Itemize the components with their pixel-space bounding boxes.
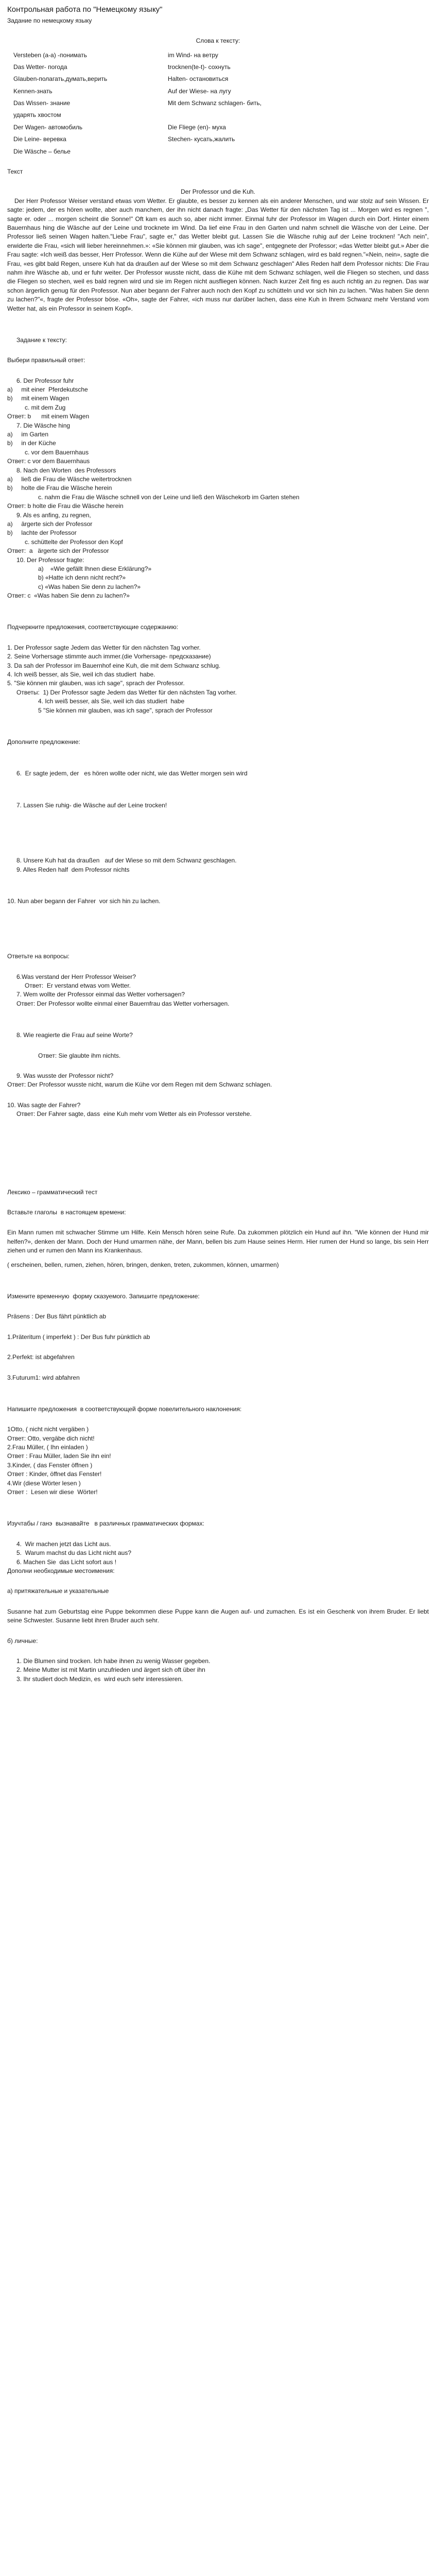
tense-line: 1.Präteritum ( imperfekt ) : Der Bus fuhr pünktlich ab: [7, 1333, 150, 1341]
option: b) lachte der Professor: [7, 529, 77, 537]
vocab-cell: Das Wetter- погода: [13, 63, 67, 71]
answer: Ответ: a ärgerte sich der Professor: [7, 547, 109, 555]
sentence: 3. Ihr studiert doch Medizin, es wird euch sehr interessieren.: [16, 1675, 183, 1683]
tense-line: Präsens : Der Bus fährt pünktlich ab: [7, 1313, 107, 1320]
answer: Ответы: 1) Der Professor sagte Jedem das Wetter für den nächsten Tag vorher.: [16, 688, 237, 696]
lexgram-text: Ein Mann rumen mit schwacher Stimme um Hilfe. Kein Mensch hören seine Rufe. Da zukommen plötzlich ein Hund auf ihn. "Wie können der Hund mir helfen?», denken der Mann. Doch der Hund umarmen nähe, der Mann, bellen bis zum Hause seines Herrn. Hier rumen der Hund so lange, bis sein Herr ziehen und er rumen den Mann ins Krankenhaus.: [7, 1229, 429, 1255]
question: 9. Als es anfing, zu regnen,: [16, 511, 91, 519]
vocab-cell: [168, 147, 322, 156]
option: a) ließ die Frau die Wäsche weitertrocknen: [7, 475, 132, 483]
task2-heading: Подчеркните предложения, соответствующие содержанию:: [7, 623, 179, 631]
completion: 10. Nun aber begann der Fahrer vor sich hin zu lachen.: [7, 897, 161, 905]
question: 10. Der Professor fragte:: [16, 556, 84, 564]
option: c) «Was haben Sie denn zu lachen?»: [38, 583, 141, 590]
option: b) mit einem Wagen: [7, 395, 69, 402]
completion: 6. Er sagte jedem, der es hören wollte oder nicht, wie das Wetter morgen sein wird: [16, 770, 248, 777]
question: 8. Wie reagierte die Frau auf seine Worte?: [16, 1031, 133, 1039]
answer: 4. Ich weiß besser, als Sie, weil ich das studiert habe: [38, 698, 185, 705]
imperative-line: 1Otto, ( nicht nicht vergäben ): [7, 1426, 89, 1433]
vocab-cell: Der Wagen- автомобиль: [13, 123, 83, 131]
question: 7. Wem wollte der Professor einmal das Wetter vorhersagen?: [16, 991, 185, 998]
answer: Ответ: b holte die Frau die Wäsche herein: [7, 502, 124, 510]
answer: Ответ: Sie glaubte ihm nichts.: [38, 1052, 121, 1059]
tense-line: 2.Perfekt: ist abgefahren: [7, 1353, 75, 1361]
question: 6. Der Professor fuhr: [16, 377, 74, 384]
sentence: 5. Warum machst du das Licht nicht aus?: [16, 1549, 131, 1557]
pronoun-subheading: а) притяжательные и указательные: [7, 1587, 109, 1595]
option: c. mit dem Zug: [25, 403, 66, 411]
imperative-line: Ответ: Otto, vergäbe dich nicht!: [7, 1434, 95, 1442]
vocab-cell: im Wind- на ветру: [168, 51, 218, 59]
vocab-heading: Слова к тексту:: [196, 37, 240, 45]
option: c. vor dem Bauernhaus: [25, 448, 89, 456]
vocab-cell: Glauben-полагать,думать,верить: [13, 75, 108, 83]
option: b) «Hatte ich denn nicht recht?»: [38, 574, 126, 582]
option: c. schüttelte der Professor den Kopf: [25, 538, 123, 546]
imperative-line: Ответ : Frau Müller, laden Sie ihn ein!: [7, 1452, 111, 1460]
question: 6.Was verstand der Herr Professor Weiser?: [16, 973, 136, 980]
question: 8. Nach den Worten des Professors: [16, 466, 116, 474]
answer: Ответ: c «Was haben Sie denn zu lachen?»: [7, 592, 130, 600]
vocab-cell: Auf der Wiese- на лугу: [168, 87, 231, 95]
vocab-table: [13, 51, 429, 157]
vocab-cell: Mit dem Schwanz schlagen- бить,: [168, 99, 262, 107]
answer: 5 "Sie können mir glauben, was ich sage", sprach der Professor: [38, 706, 213, 714]
statement: 4. Ich weiß besser, als Sie, weil ich das studiert habe.: [7, 671, 155, 679]
imperative-line: 3.Kinder, ( das Fenster öffnen ): [7, 1461, 93, 1469]
option: a) mit einer Pferdekutsche: [7, 386, 88, 394]
task7-heading: Изучтабы / ганэ вызнавайте в различных грамматических формах:: [7, 1520, 204, 1528]
vocab-cell: trocknen(te-t)- сохнуть: [168, 63, 231, 71]
pronoun-heading: Дополни необходимые местоимения:: [7, 1567, 115, 1574]
vocab-cell: Kennen-знать: [13, 87, 53, 95]
task5-heading: Измените временную форму сказуемого. Запишите предложение:: [7, 1292, 200, 1300]
completion: 7. Lassen Sie ruhig- die Wäsche auf der Leine trocken!: [16, 801, 167, 809]
vocab-cell: Das Wissen- знание: [13, 99, 71, 107]
answer: Ответ: c vor dem Bauernhaus: [7, 457, 90, 465]
completion: 8. Unsere Kuh hat da draußen auf der Wiese so mit dem Schwanz geschlagen.: [16, 857, 237, 865]
answer: Ответ: Der Professor wollte einmal einer Bauernfrau das Wetter vorhersagen.: [16, 999, 230, 1007]
task4-heading: Ответьте на вопросы:: [7, 953, 69, 960]
text-label: Текст: [7, 168, 23, 176]
completion: 9. Alles Reden half dem Professor nichts: [16, 866, 130, 873]
lexgram-instruction: Вставьте глаголы в настоящем времени:: [7, 1209, 126, 1216]
task1-instruction: Выбери правильный ответ:: [7, 357, 85, 364]
imperative-line: 2.Frau Müller, ( Ihn einladen ): [7, 1444, 88, 1451]
statement: 5. "Sie können mir glauben, was ich sage", sprach der Professor.: [7, 680, 185, 687]
answer: Ответ: b mit einem Wagen: [7, 413, 90, 420]
option: b) in der Küche: [7, 439, 56, 447]
task1-heading: Задание к тексту:: [16, 336, 67, 344]
imperative-line: Ответ : Kinder, öffnet das Fenster!: [7, 1470, 102, 1478]
imperative-line: 4.Wir (diese Wörter lesen ): [7, 1479, 81, 1487]
vocab-cell: ударять хвостом: [13, 111, 61, 119]
question: 7. Die Wäsche hing: [16, 421, 71, 429]
document-subtitle: Задание по немецкому языку: [7, 16, 92, 24]
imperative-line: Ответ : Lesen wir diese Wörter!: [7, 1488, 98, 1496]
option: a) im Garten: [7, 431, 49, 438]
document-title: Контрольная работа по "Немецкому языку": [7, 5, 163, 14]
vocab-cell: [168, 111, 322, 120]
vocab-cell: Die Fliege (en)- муха: [168, 123, 226, 131]
lexgram-verbs: ( erscheinen, bellen, rumen, ziehen, hören, bringen, denken, treten, zukommen, können, umarmen): [7, 1261, 279, 1268]
vocab-cell: Stechen- кусать,жалить: [168, 135, 235, 143]
vocab-cell: Die Wäsche – белье: [13, 147, 71, 155]
sentence: 2. Meine Mutter ist mit Martin unzufrieden und ärgert sich oft über ihn: [16, 1666, 205, 1674]
question: 9. Was wusste der Professor nicht?: [16, 1072, 114, 1080]
option: a) ärgerte sich der Professor: [7, 520, 93, 528]
lexgram-heading: Лексико – грамматический тест: [7, 1188, 98, 1196]
tense-line: 3.Futurum1: wird abfahren: [7, 1374, 80, 1381]
option: c. nahm die Frau die Wäsche schnell von der Leine und ließ den Wäschekorb im Garten stehen: [38, 493, 300, 501]
statement: 2. Seine Vorhersage stimmte auch immer.(die Vorhersage- предсказание): [7, 653, 211, 660]
statement: 1. Der Professor sagte Jedem das Wetter für den nächsten Tag vorher.: [7, 643, 201, 651]
story-title: Der Professor und die Kuh.: [181, 188, 255, 196]
question: 10. Was sagte der Fahrer?: [7, 1101, 81, 1109]
option: a) «Wie gefällt Ihnen diese Erklärung?»: [38, 565, 152, 572]
sentence: 1. Die Blumen sind trocken. Ich habe ihnen zu wenig Wasser gegeben.: [16, 1657, 211, 1665]
sentence: 6. Machen Sie das Licht sofort aus !: [16, 1558, 117, 1566]
pronoun-subheading: б) личные:: [7, 1637, 38, 1645]
task6-heading: Напишите предложения в соответствующей форме повелительного наклонения:: [7, 1405, 242, 1413]
option: b) holte die Frau die Wäsche herein: [7, 484, 112, 492]
answer: Ответ: Der Professor wusste nicht, warum die Kühe vor dem Regen mit dem Schwanz schlagen.: [7, 1081, 272, 1089]
vocab-cell: Die Leine- веревка: [13, 135, 66, 143]
sentence: 4. Wir machen jetzt das Licht aus.: [16, 1540, 111, 1548]
statement: 3. Da sah der Professor im Bauernhof eine Kuh, die mit dem Schwanz schlug.: [7, 662, 221, 669]
answer: Ответ: Er verstand etwas vom Wetter.: [25, 982, 131, 990]
vocab-cell: Halten- остановиться: [168, 75, 229, 83]
task3-heading: Дополните предложение:: [7, 738, 80, 745]
vocab-cell: Versteben (a-a) -понимать: [13, 51, 87, 59]
answer: Ответ: Der Fahrer sagte, dass eine Kuh mehr vom Wetter als ein Professor verstehe.: [16, 1110, 252, 1118]
pronoun-text: Susanne hat zum Geburtstag eine Puppe bekommen diese Puppe kann die Augen auf- und zumachen. Es ist ein Geschenk von ihrem Bruder. Er liebt seine Schwester. Susanne liebt ihren Bruder auch sehr.: [7, 1607, 429, 1624]
story-paragraph: Der Herr Professor Weiser verstand etwas vom Wetter. Er glaubte, es besser zu kennen als ein anderer Menschen, und war stolz auf sein Wissen. Er sagte: jedem, der es hören wollte, aber auch manchem, der ihn nicht danach fragte: „Das Wetter für den nächsten Tag ist ... Morgen wird es regnen ", sagte er. oder ... morgen scheint die Sonne!" Oft kam es auch so, aber nicht immer. Einmal fuhr der Professor im Wagen durch ein Dorf. Hinter einem Bauernhaus hing die Wäsche auf der Leine und trocknete im Wind. Da lief eine Frau in den Garten und nahm schnell die Wäsche von der Leine. Der Professor ließ seinen Wagen halten."Liebe Frau", sagte er," das Wetter bleibt gut. Lassen Sie die Wäsche ruhig auf der Leine trocknen! "Ach nein", erwiderte die Frau, «sich will lieber hereinnehmen.»: «Sie können mir glauben, was ich sage", entgegnete der Professor; «das Wetter bleibt gut.» Aber die Frau sagte: «Ich weiß das besser, Herr Professor. Wenn die Kühe auf der Wiese mit dem Schwanz schlagen, wird es bald regnen."«Nein, nein», sagte die Frau, «es gibt bald Regen, unsere Kuh hat da draußen auf der Wiese so mit dem Schwanz geschlagen" Alles Reden half dem Professor nichts: Die Frau nahm ihre Wäsche ab, und er fuhr weiter. Der Professor wusste nicht, dass die Kühe mit dem Schwanz schlagen, weil die Fliegen so stechen, und dass die Fliegen so stechen, weil es bald regnen wird und sie im Regen nicht ausfliegen können. Nach kurzer Zeit fing es auch richtig an zu regnen. Das war schon ärgerlich genug für den Professor. Nun aber begann der Fahrer auch noch den Kopf zu schütteln und vor sich hin zu lachen. "Was haben Sie denn zu lachen?"«, fragte der Professor böse. «Oh», sagte der Fahrer, «ich muss nur darüber lachen, dass eine Kuh in Ihrem Schwanz mehr Verstand vom Wetter hat, als ein Professor in seinem Kopf».: [7, 197, 429, 312]
